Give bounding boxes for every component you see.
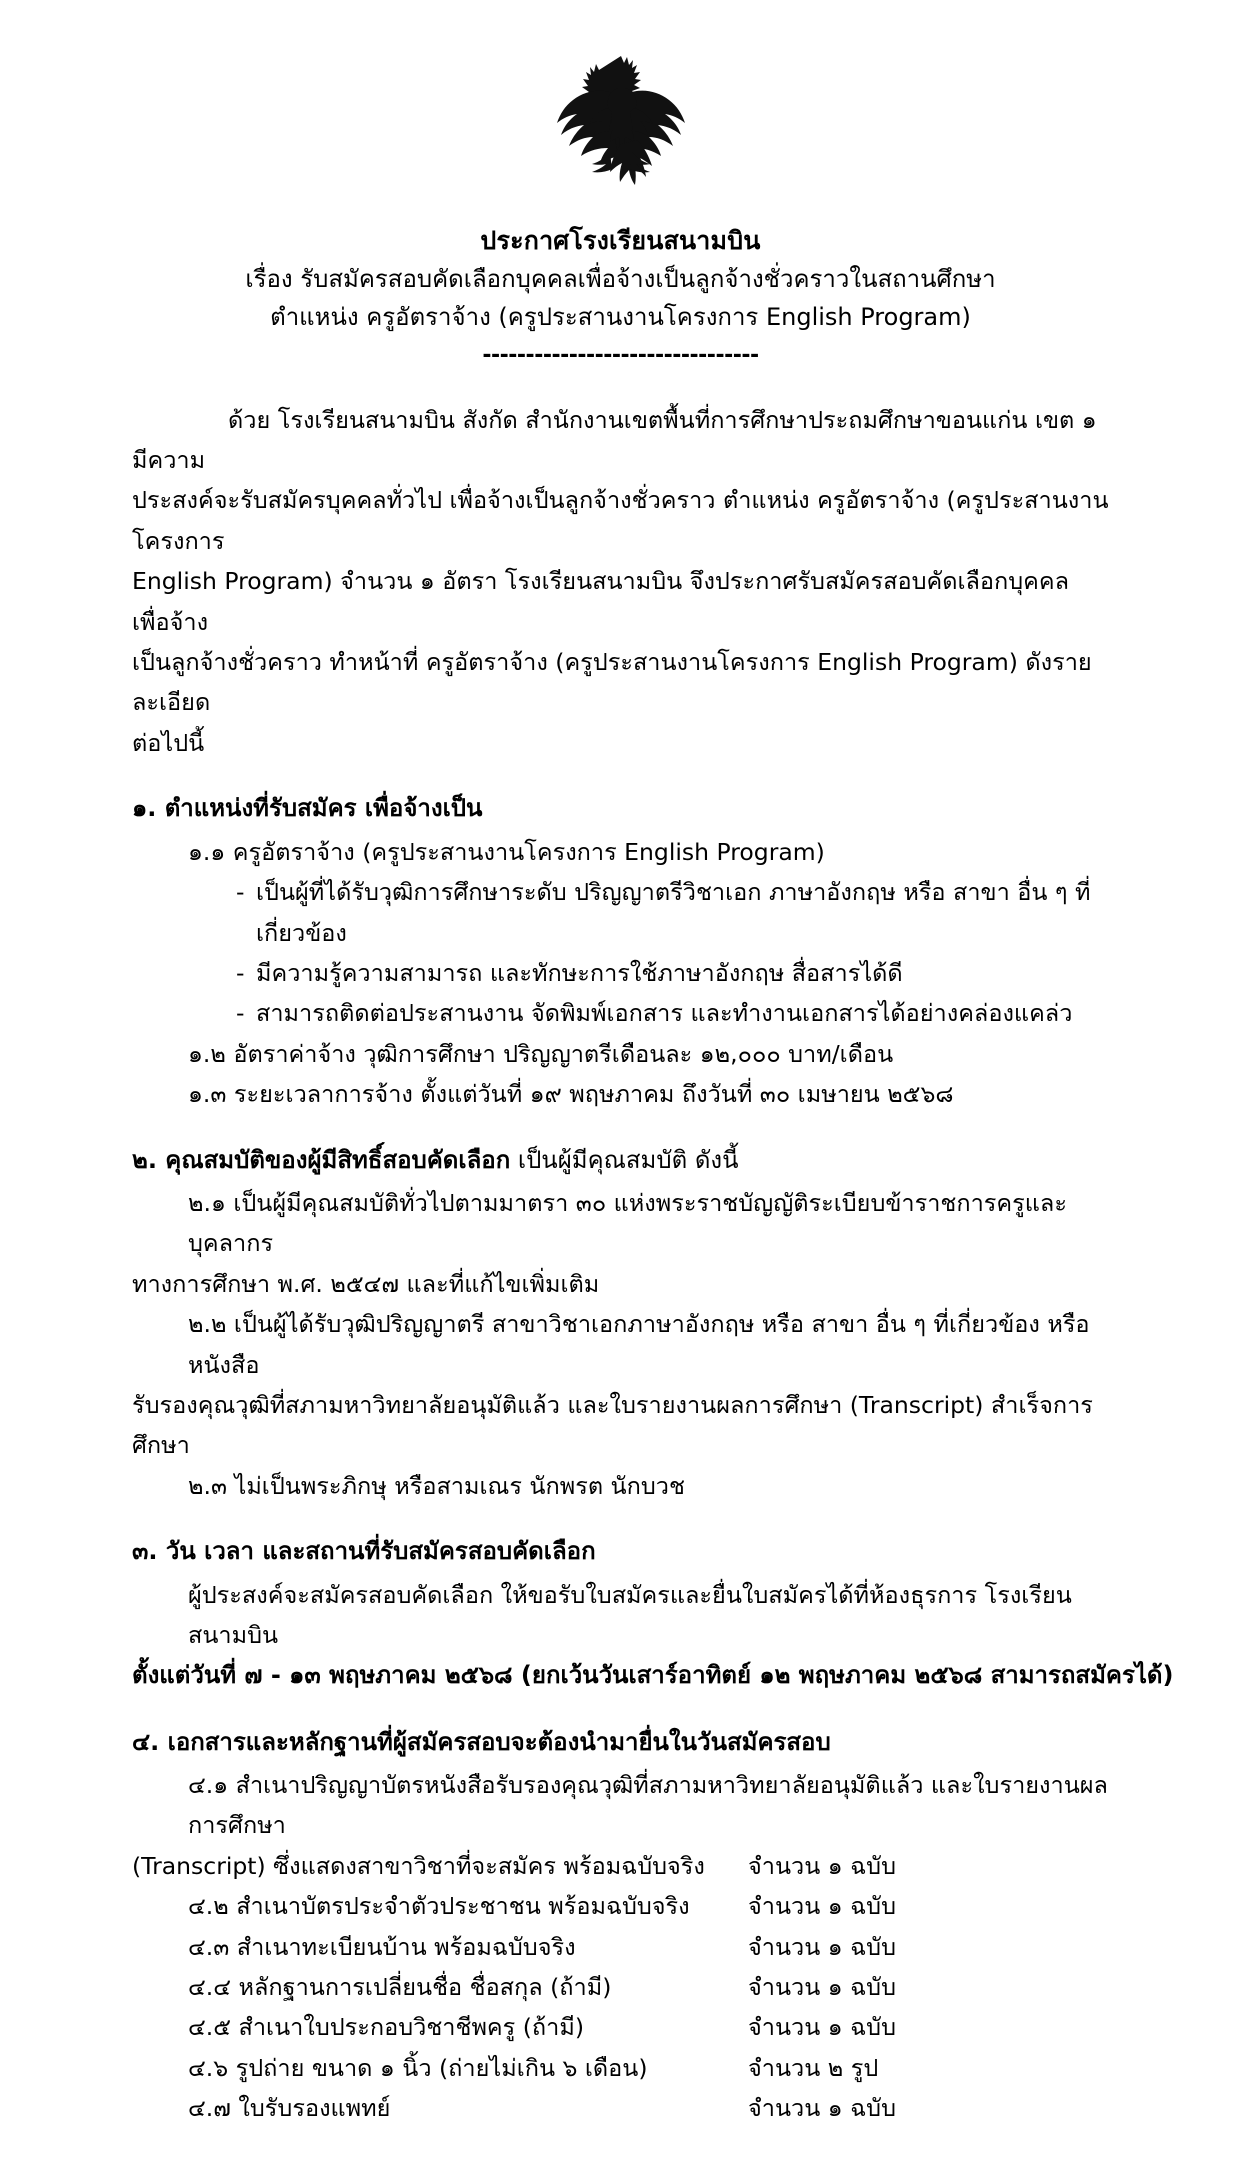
section-4-item-4-1-label: (Transcript) ซึ่งแสดงสาขาวิชาที่จะสมัคร พร้อมฉบับจริง	[132, 1851, 705, 1880]
announcement-title: ประกาศโรงเรียนสนามบิน	[480, 226, 761, 255]
section-4-doc-row	[188, 2088, 1109, 2128]
section-1-bullet-3	[236, 993, 1109, 1033]
intro-line-2: ประสงค์จะรับสมัครบุคคลทั่วไป เพื่อจ้างเป็นลูกจ้างชั่วคราว ตำแหน่ง ครูอัตราจ้าง (ครูประสานงานโครงการ	[132, 486, 1109, 555]
section-4	[132, 1723, 1109, 2129]
section-1-heading: ๑. ตำแหน่งที่รับสมัคร เพื่อจ้างเป็น	[132, 794, 483, 823]
doc-qty: จำนวน ๑ ฉบับ	[748, 1932, 896, 1961]
section-4-item-4-1-qty: จำนวน ๑ ฉบับ	[748, 1851, 896, 1880]
section-1-bullet-2-text: มีความรู้ความสามารถ และทักษะการใช้ภาษาอังกฤษ สื่อสารได้ดี	[256, 958, 903, 987]
doc-qty: จำนวน ๑ ฉบับ	[748, 1973, 896, 2002]
intro-line-3: English Program) จำนวน ๑ อัตรา โรงเรียนสนามบิน จึงประกาศรับสมัครสอบคัดเลือกบุคคล เพื่อจ้าง	[132, 567, 1070, 636]
bullet-dash-icon: -	[236, 958, 245, 987]
section-4-doc-row	[188, 1927, 1109, 1967]
announcement-subject: เรื่อง รับสมัครสอบคัดเลือกบุคคลเพื่อจ้างเป็นลูกจ้างชั่วคราวในสถานศึกษา	[245, 264, 996, 293]
doc-label: ๔.๒ สำเนาบัตรประจำตัวประชาชน พร้อมฉบับจริง	[188, 1892, 690, 1921]
bullet-dash-icon: -	[236, 878, 245, 907]
section-4-doc-row	[188, 1886, 1109, 1926]
section-1-bullet-2	[236, 953, 1109, 993]
doc-qty: จำนวน ๑ ฉบับ	[748, 2013, 896, 2042]
section-1	[132, 789, 1109, 1114]
section-3-heading: ๓. วัน เวลา และสถานที่รับสมัครสอบคัดเลือก	[132, 1537, 596, 1566]
emblem-container	[132, 48, 1109, 208]
section-2-heading	[132, 1141, 1109, 1179]
doc-label: ๔.๕ สำเนาใบประกอบวิชาชีพครู (ถ้ามี)	[188, 2013, 585, 2042]
section-1-bullet-3-text: สามารถติดต่อประสานงาน จัดพิมพ์เอกสาร และทำงานเอกสารได้อย่างคล่องแคล่ว	[256, 999, 1073, 1028]
section-4-item-4-1-line-1: ๔.๑ สำเนาปริญญาบัตรหนังสือรับรองคุณวุฒิที่สภามหาวิทยาลัยอนุมัติแล้ว และใบรายงานผลการศึกษา	[188, 1771, 1108, 1840]
section-1-bullet-1-text: เป็นผู้ที่ได้รับวุฒิการศึกษาระดับ ปริญญาตรีวิชาเอก ภาษาอังกฤษ หรือ สาขา อื่น ๆ ที่เกี่ยวข้อง	[256, 878, 1091, 947]
section-3	[132, 1532, 1174, 1696]
section-1-item-1-2: ๑.๒ อัตราค่าจ้าง วุฒิการศึกษา ปริญญาตรีเดือนละ ๑๒,๐๐๐ บาท/เดือน	[188, 1039, 894, 1068]
section-2	[132, 1141, 1109, 1507]
intro-line-4: เป็นลูกจ้างชั่วคราว ทำหน้าที่ ครูอัตราจ้าง (ครูประสานงานโครงการ English Program) ดังรายละเอียด	[132, 648, 1092, 717]
intro-line-5: ต่อไปนี้	[132, 728, 205, 757]
doc-qty: จำนวน ๑ ฉบับ	[748, 1892, 896, 1921]
section-4-heading: ๔. เอกสารและหลักฐานที่ผู้สมัครสอบจะต้องนำมายื่นในวันสมัครสอบ	[132, 1727, 831, 1756]
section-3-application-dates: ตั้งแต่วันที่ ๗ - ๑๓ พฤษภาคม ๒๕๖๘ (ยกเว้นวันเสาร์อาทิตย์ ๑๒ พฤษภาคม ๒๕๖๘ สามารถสมัครได้)	[132, 1661, 1174, 1690]
doc-label: ๔.๖ รูปถ่าย ขนาด ๑ นิ้ว (ถ่ายไม่เกิน ๖ เดือน)	[188, 2053, 648, 2082]
doc-label: ๔.๔ หลักฐานการเปลี่ยนชื่อ ชื่อสกุล (ถ้ามี)	[188, 1973, 612, 2002]
section-2-item-2-1-line-2: ทางการศึกษา พ.ศ. ๒๕๔๗ และที่แก้ไขเพิ่มเติม	[132, 1269, 600, 1298]
doc-qty: จำนวน ๒ รูป	[748, 2053, 879, 2082]
section-2-item-2-3: ๒.๓ ไม่เป็นพระภิกษุ หรือสามเณร นักพรต นักบวช	[188, 1471, 685, 1500]
doc-label: ๔.๓ สำเนาทะเบียนบ้าน พร้อมฉบับจริง	[188, 1932, 576, 1961]
section-3-line-1: ผู้ประสงค์จะสมัครสอบคัดเลือก ให้ขอรับใบสมัครและยื่นใบสมัครได้ที่ห้องธุรการ โรงเรียนสนามบิน	[188, 1580, 1072, 1649]
header-divider: --------------------------------	[482, 343, 759, 369]
section-1-item-1-3: ๑.๓ ระยะเวลาการจ้าง ตั้งแต่วันที่ ๑๙ พฤษภาคม ถึงวันที่ ๓๐ เมษายน ๒๕๖๘	[188, 1080, 954, 1109]
bullet-dash-icon: -	[236, 999, 245, 1028]
section-4-doc-row	[188, 1967, 1109, 2007]
section-1-bullet-1	[236, 872, 1109, 953]
announcement-header	[132, 222, 1109, 370]
section-2-item-2-1-line-1: ๒.๑ เป็นผู้มีคุณสมบัติทั่วไปตามมาตรา ๓๐ แห่งพระราชบัญญัติระเบียบข้าราชการครูและบุคลากร	[188, 1188, 1067, 1258]
section-4-item-4-1-line-2	[132, 1846, 1109, 1886]
intro-paragraph	[132, 400, 1109, 764]
intro-line-1-text: ด้วย โรงเรียนสนามบิน สังกัด สำนักงานเขตพื้นที่การศึกษาประถมศึกษาขอนแก่น เขต ๑ มีความ	[132, 405, 1097, 475]
section-1-item-1-1: ๑.๑ ครูอัตราจ้าง (ครูประสานงานโครงการ English Program)	[188, 837, 825, 866]
section-4-doc-row	[188, 2048, 1109, 2088]
section-2-heading-normal: เป็นผู้มีคุณสมบัติ ดังนี้	[510, 1145, 739, 1174]
section-2-item-2-2-line-2: รับรองคุณวุฒิที่สภามหาวิทยาลัยอนุมัติแล้ว และใบรายงานผลการศึกษา (Transcript) สำเร็จการศึกษา	[132, 1390, 1093, 1460]
doc-label: ๔.๗ ใบรับรองแพทย์	[188, 2094, 391, 2123]
garuda-emblem-icon	[546, 48, 696, 198]
intro-line-1	[132, 400, 1109, 481]
section-4-doc-row	[188, 2007, 1109, 2047]
document-body	[132, 400, 1174, 2129]
section-2-item-2-2-line-1: ๒.๒ เป็นผู้ได้รับวุฒิปริญญาตรี สาขาวิชาเอกภาษาอังกฤษ หรือ สาขา อื่น ๆ ที่เกี่ยวข้อง หรือหนังสือ	[188, 1310, 1090, 1379]
announcement-position: ตำแหน่ง ครูอัตราจ้าง (ครูประสานงานโครงการ English Program)	[270, 303, 971, 332]
doc-qty: จำนวน ๑ ฉบับ	[748, 2094, 896, 2123]
section-2-heading-bold: ๒. คุณสมบัติของผู้มีสิทธิ์สอบคัดเลือก	[132, 1145, 511, 1174]
